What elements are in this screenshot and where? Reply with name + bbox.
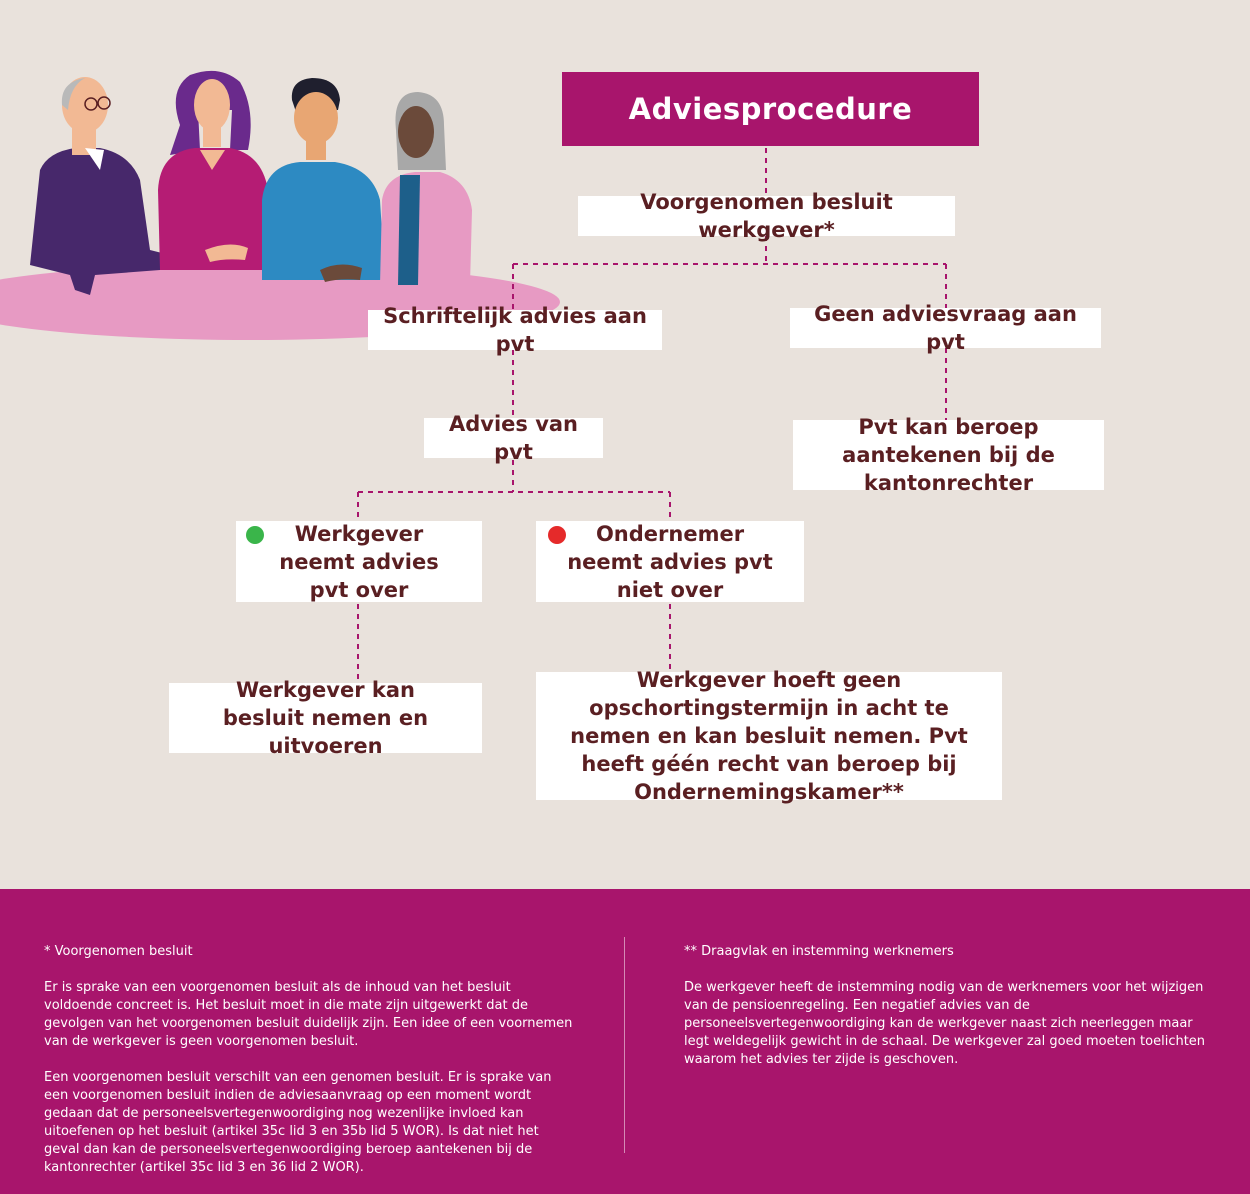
page-title: Adviesprocedure — [562, 72, 979, 146]
footnote-draagvlak — [684, 925, 1224, 1069]
node-kan-besluit-uitvoeren: Werkgever kan besluit nemen en uitvoeren — [169, 683, 482, 753]
red-dot-icon — [548, 526, 566, 544]
footnote-right-heading: ** Draagvlak en instemming werknemers — [684, 944, 954, 959]
footnote-voorgenomen-besluit — [44, 925, 604, 1177]
green-dot-icon — [246, 526, 264, 544]
node-geen-adviesvraag: Geen adviesvraag aan pvt — [790, 308, 1101, 348]
node-beroep-kantonrechter: Pvt kan beroep aantekenen bij de kantonrechter — [793, 420, 1104, 490]
footnote-left-body: Er is sprake van een voorgenomen besluit als de inhoud van het besluit voldoende concreet is. Het besluit moet in die mate zijn uitgewerkt dat de gevolgen van het voorgenomen besluit duidelijk zijn. Een idee of een voornemen van de werkgever is geen voorgenomen besluit. Een voorgenomen besluit verschilt van een genomen besluit. Er is sprake van een voorgenomen besluit indien de adviesaanvraag op een moment wordt gedaan dat de personeelsvertegenwoordiging nog wezenlijke invloed kan uitoefenen op het besluit (artikel 35c lid 3 en 35b lid 5 WOR). Is dat niet het geval dan kan de personeelsvertegenwoordiging beroep aantekenen bij de kantonrechter (artikel 35c lid 3 en 36 lid 2 WOR). — [44, 980, 573, 1175]
node-ondernemer-neemt-niet-over — [536, 521, 804, 602]
node-advies-van-pvt: Advies van pvt — [424, 418, 603, 458]
footnote-right-body: De werkgever heeft de instemming nodig van de werknemers voor het wijzigen van de pensioenregeling. Een negatief advies van de personeelsvertegenwoordiging kan de werkgever naast zich neerleggen maar legt weldegelijk gewicht in de schaal. De werkgever zal goed moeten toelichten waarom het advies ter zijde is geschoven. — [684, 980, 1206, 1067]
footnote-divider — [624, 937, 625, 1153]
node-neemt-over-label: Werkgever neemt advies pvt over — [279, 521, 439, 602]
node-geen-opschortingstermijn: Werkgever hoeft geen opschortingstermijn in acht te nemen en kan besluit nemen. Pvt heeft géén recht van beroep bij Ondernemingskamer** — [536, 672, 1002, 800]
footnote-left-heading: * Voorgenomen besluit — [44, 944, 193, 959]
footnotes-panel — [0, 889, 1250, 1194]
node-voorgenomen-besluit: Voorgenomen besluit werkgever* — [578, 196, 955, 236]
node-werkgever-neemt-advies-over — [236, 521, 482, 602]
node-schriftelijk-advies: Schriftelijk advies aan pvt — [368, 310, 662, 350]
node-niet-over-label: Ondernemer neemt advies pvt niet over — [567, 521, 773, 602]
